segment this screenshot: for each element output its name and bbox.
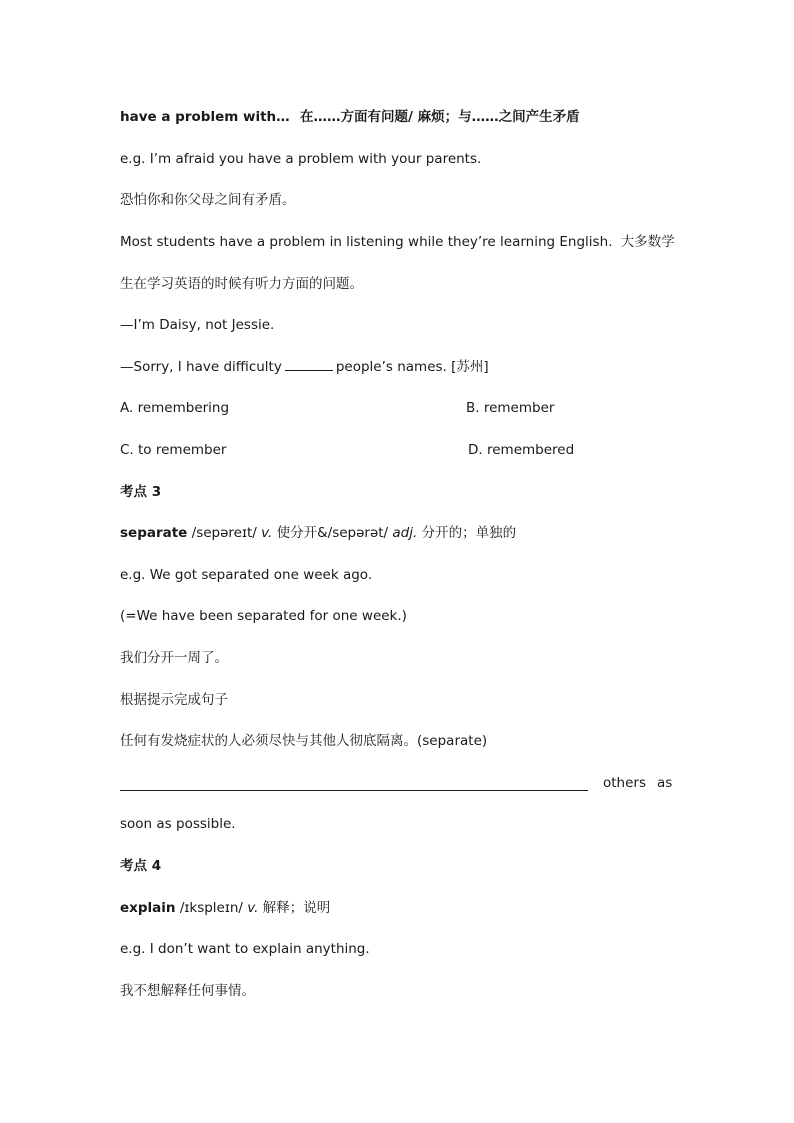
explain-phonetic: /ɪksplеɪn/ bbox=[179, 900, 243, 916]
separate-example-english: e.g. We got separated one week ago. bbox=[120, 567, 373, 583]
separate-meaning-2: 分开的；单独的 bbox=[421, 525, 517, 541]
separate-phonetic-1: /sepəreɪt/ bbox=[191, 525, 257, 541]
explain-entry bbox=[120, 899, 676, 917]
phrase-line bbox=[120, 108, 676, 126]
option-c[interactable]: C. to remember bbox=[120, 442, 227, 458]
example-2-chinese-start: 大多数学 bbox=[620, 234, 675, 250]
phrase-term: have a problem with… bbox=[120, 109, 290, 125]
separate-pos-1: v. bbox=[261, 525, 273, 541]
option-d[interactable]: D. remembered bbox=[468, 442, 575, 458]
explain-example-english: e.g. I don’t want to explain anything. bbox=[120, 941, 370, 957]
separate-phonetic-2: /sepərət/ bbox=[327, 525, 389, 541]
sentence-tail-line-2: soon as possible. bbox=[120, 816, 236, 832]
example-2-english: Most students have a problem in listening while they’re learning English. bbox=[120, 234, 613, 250]
phrase-meaning: 在……方面有问题/ 麻烦；与……之间产生矛盾 bbox=[299, 109, 580, 125]
separate-meaning-1: 使分开& bbox=[276, 525, 328, 541]
dialog-line-1: —I’m Daisy, not Jessie. bbox=[120, 317, 275, 333]
example-1-english: e.g. I’m afraid you have a problem with your parents. bbox=[120, 151, 482, 167]
dialog-line-2-start: —Sorry, I have difficulty bbox=[120, 359, 282, 375]
separate-example-paraphrase: (=We have been separated for one week.) bbox=[120, 608, 407, 624]
task-prompt: 任何有发烧症状的人必须尽快与其他人彻底隔离。(separate) bbox=[120, 733, 488, 749]
option-b[interactable]: B. remember bbox=[466, 400, 555, 416]
separate-word: separate bbox=[120, 525, 188, 541]
option-a[interactable]: A. remembering bbox=[120, 400, 230, 416]
sentence-tail-as: as bbox=[657, 775, 673, 791]
answer-line[interactable] bbox=[120, 789, 588, 791]
answer-blank[interactable] bbox=[285, 358, 333, 371]
explain-pos: v. bbox=[247, 900, 259, 916]
task-instruction: 根据提示完成句子 bbox=[120, 692, 228, 708]
separate-example-chinese: 我们分开一周了。 bbox=[120, 650, 228, 666]
explain-meaning: 解释；说明 bbox=[262, 900, 331, 916]
example-2-line bbox=[120, 233, 676, 251]
example-2-chinese-end: 生在学习英语的时候有听力方面的问题。 bbox=[120, 276, 363, 292]
separate-entry bbox=[120, 524, 676, 542]
dialog-line-2-end: people’s names. [苏州] bbox=[335, 359, 489, 375]
separate-pos-2: adj. bbox=[392, 525, 418, 541]
section-4-heading: 考点 4 bbox=[120, 858, 162, 874]
dialog-line-2 bbox=[120, 358, 676, 376]
sentence-tail-others: others bbox=[603, 775, 646, 791]
explain-example-chinese: 我不想解释任何事情。 bbox=[120, 983, 255, 999]
example-1-chinese: 恐怕你和你父母之间有矛盾。 bbox=[120, 192, 296, 208]
section-3-heading: 考点 3 bbox=[120, 484, 162, 500]
explain-word: explain bbox=[120, 900, 176, 916]
